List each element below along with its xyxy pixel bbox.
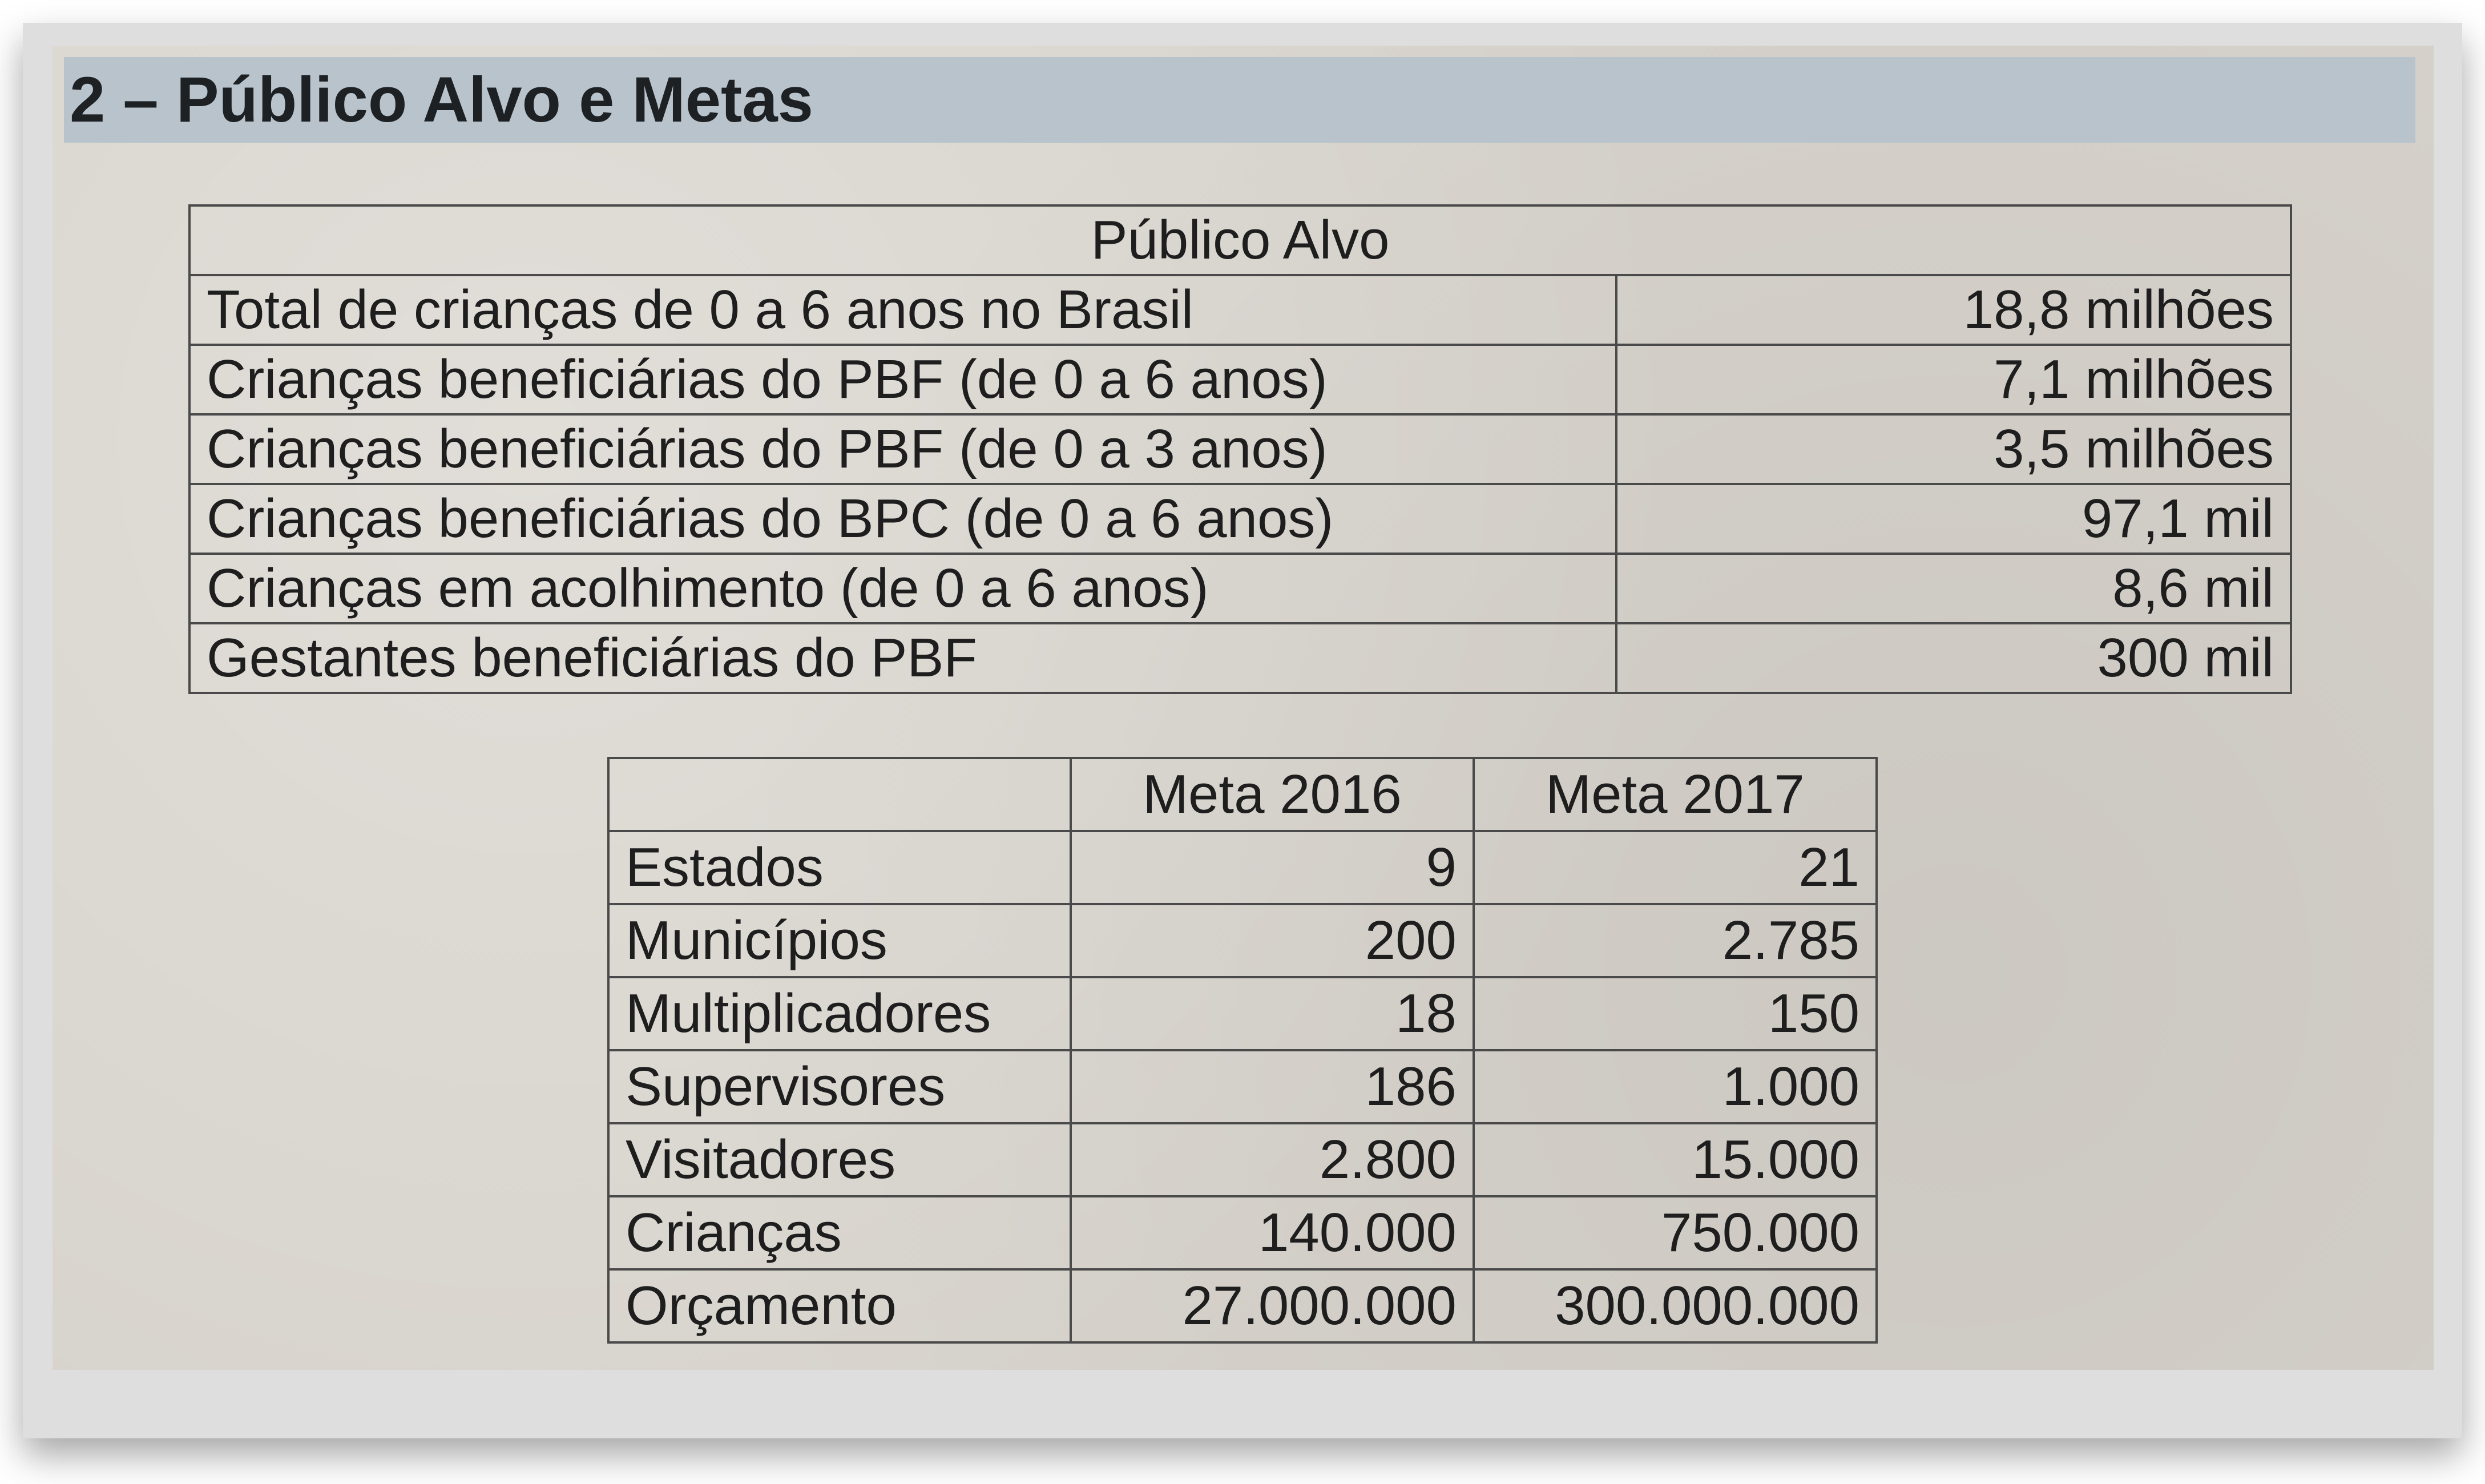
row-value: 8,6 mil xyxy=(1616,554,2291,623)
row-label: Visitadores xyxy=(608,1123,1071,1196)
table-row xyxy=(189,554,2291,623)
row-label: Municípios xyxy=(608,904,1071,977)
row-label: Estados xyxy=(608,831,1071,904)
table-row xyxy=(189,414,2291,484)
metas-header-2017: Meta 2017 xyxy=(1474,758,1877,831)
meta-2016-value: 200 xyxy=(1071,904,1474,977)
publico-alvo-header: Público Alvo xyxy=(189,205,2291,275)
meta-2017-value: 15.000 xyxy=(1474,1123,1877,1196)
meta-2016-value: 186 xyxy=(1071,1050,1474,1123)
row-value: 18,8 milhões xyxy=(1616,275,2291,345)
meta-2017-value: 750.000 xyxy=(1474,1196,1877,1269)
table-row xyxy=(189,345,2291,414)
metas-table xyxy=(607,757,1878,1344)
row-label: Crianças em acolhimento (de 0 a 6 anos) xyxy=(189,554,1616,623)
row-label: Crianças beneficiárias do PBF (de 0 a 6 anos) xyxy=(189,345,1616,414)
row-value: 97,1 mil xyxy=(1616,484,2291,554)
table-row xyxy=(189,484,2291,554)
section-title: 2 – Público Alvo e Metas xyxy=(70,64,813,135)
table-row xyxy=(189,623,2291,693)
meta-2017-value: 150 xyxy=(1474,977,1877,1050)
row-label: Multiplicadores xyxy=(608,977,1071,1050)
publico-alvo-table xyxy=(188,204,2292,694)
row-label: Orçamento xyxy=(608,1269,1071,1342)
table-row xyxy=(189,275,2291,345)
meta-2016-value: 9 xyxy=(1071,831,1474,904)
table-row xyxy=(608,1196,1877,1269)
metas-header-empty xyxy=(608,758,1071,831)
document-photo xyxy=(53,46,2434,1370)
row-value: 3,5 milhões xyxy=(1616,414,2291,484)
meta-2017-value: 2.785 xyxy=(1474,904,1877,977)
row-value: 300 mil xyxy=(1616,623,2291,693)
table-row xyxy=(608,1050,1877,1123)
meta-2017-value: 1.000 xyxy=(1474,1050,1877,1123)
row-label: Crianças beneficiárias do BPC (de 0 a 6 anos) xyxy=(189,484,1616,554)
row-label: Crianças beneficiárias do PBF (de 0 a 3 anos) xyxy=(189,414,1616,484)
meta-2016-value: 2.800 xyxy=(1071,1123,1474,1196)
metas-header-2016: Meta 2016 xyxy=(1071,758,1474,831)
row-value: 7,1 milhões xyxy=(1616,345,2291,414)
meta-2016-value: 140.000 xyxy=(1071,1196,1474,1269)
meta-2016-value: 27.000.000 xyxy=(1071,1269,1474,1342)
row-label: Supervisores xyxy=(608,1050,1071,1123)
row-label: Crianças xyxy=(608,1196,1071,1269)
meta-2016-value: 18 xyxy=(1071,977,1474,1050)
table-row xyxy=(608,977,1877,1050)
table-row xyxy=(608,1269,1877,1342)
table-row xyxy=(608,831,1877,904)
meta-2017-value: 21 xyxy=(1474,831,1877,904)
meta-2017-value: 300.000.000 xyxy=(1474,1269,1877,1342)
row-label: Total de crianças de 0 a 6 anos no Brasil xyxy=(189,275,1616,345)
table-row xyxy=(608,904,1877,977)
table-row xyxy=(608,1123,1877,1196)
row-label: Gestantes beneficiárias do PBF xyxy=(189,623,1616,693)
